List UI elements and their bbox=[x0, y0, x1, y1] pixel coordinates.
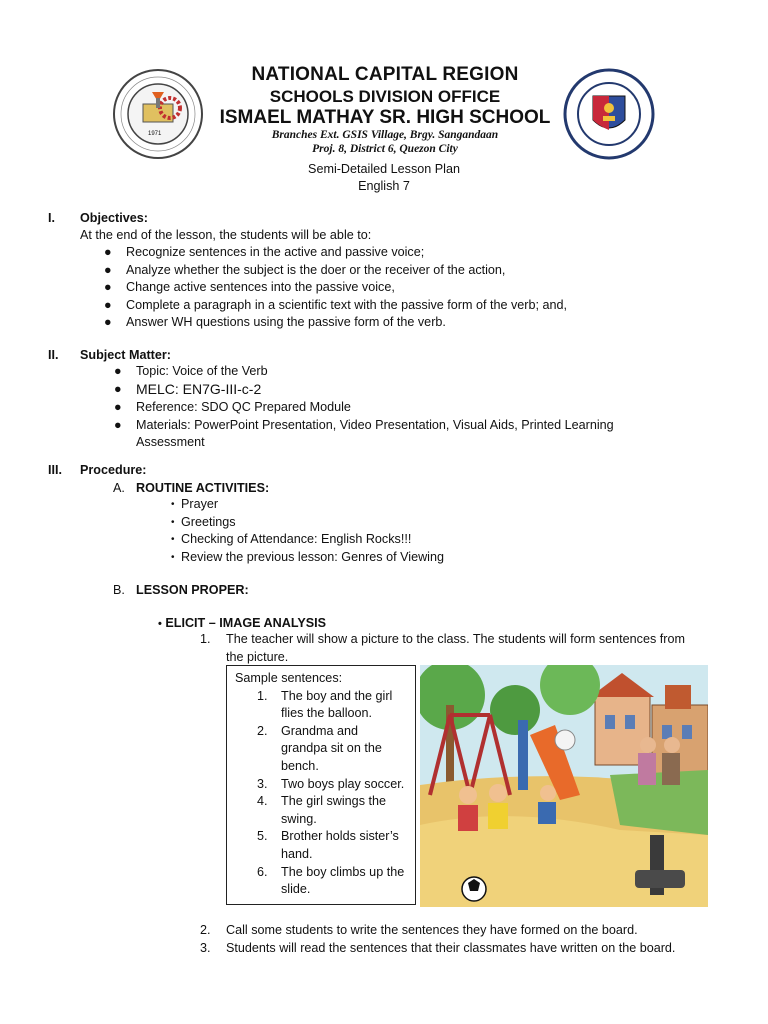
bullet-icon: ● bbox=[104, 315, 112, 330]
list-item: ● Answer WH questions using the passive form of the verb. bbox=[102, 314, 567, 332]
list-item: 2. Grandma and grandpa sit on the bench. bbox=[257, 723, 382, 773]
objectives-number: I. bbox=[48, 211, 55, 225]
objectives-title: Objectives: bbox=[80, 211, 148, 225]
list-item: 6. The boy climbs up the slide. bbox=[257, 864, 405, 897]
list-item: 5. Brother holds sister’s hand. bbox=[257, 829, 399, 861]
sample-heading: Sample sentences: bbox=[235, 671, 343, 685]
document-title: Semi-Detailed Lesson Plan bbox=[308, 162, 460, 176]
header-address-line1: Branches Ext. GSIS Village, Brgy. Sangandaan bbox=[271, 129, 499, 141]
bullet-icon: ● bbox=[114, 381, 122, 396]
sample-sentences-box bbox=[226, 665, 416, 905]
procedure-number: III. bbox=[48, 463, 62, 477]
bullet-icon: ● bbox=[104, 245, 112, 259]
bullet-icon: ● bbox=[104, 262, 112, 277]
left-school-seal bbox=[112, 68, 204, 160]
list-item: ● Topic: Voice of the Verb bbox=[112, 363, 672, 381]
right-deped-seal bbox=[563, 68, 655, 160]
park-scene-image bbox=[420, 665, 708, 907]
bullet-icon: ● bbox=[114, 400, 122, 415]
list-item: • Checking of Attendance: English Rocks!!! bbox=[171, 531, 444, 549]
bullet-icon: • bbox=[158, 618, 162, 630]
header-division: SCHOOLS DIVISION OFFICE bbox=[269, 87, 501, 106]
bullet-icon: • bbox=[171, 551, 175, 563]
objectives-intro: At the end of the lesson, the students will be able to: bbox=[80, 228, 372, 242]
procedure-title: Procedure: bbox=[80, 463, 147, 477]
elicit-heading: • ELICIT – IMAGE ANALYSIS bbox=[158, 616, 327, 630]
list-item: 3. Two boys play soccer. bbox=[257, 776, 405, 791]
lesson-proper-letter: B. bbox=[113, 583, 125, 597]
sample-list bbox=[235, 688, 407, 899]
list-item: 2. Call some students to write the sentences they have formed on the board. bbox=[200, 923, 638, 937]
document-subject: English 7 bbox=[358, 179, 410, 193]
left-seal-year: 1971 bbox=[148, 131, 162, 137]
routine-list bbox=[171, 496, 444, 566]
bullet-icon: ● bbox=[104, 297, 112, 312]
deped-seal-icon bbox=[563, 68, 655, 160]
school-seal-icon bbox=[112, 68, 204, 160]
list-item: ● Analyze whether the subject is the doer or the receiver of the action, bbox=[102, 262, 567, 280]
subject-matter-title: Subject Matter: bbox=[80, 348, 171, 362]
header-school: ISMAEL MATHAY SR. HIGH SCHOOL bbox=[219, 107, 551, 128]
list-item: • Greetings bbox=[171, 514, 444, 532]
subject-matter-list bbox=[112, 363, 672, 452]
header-address-line2: Proj. 8, District 6, Quezon City bbox=[312, 143, 458, 155]
list-item: ● Reference: SDO QC Prepared Module bbox=[112, 399, 672, 417]
list-item: 4. The girl swings the swing. bbox=[257, 794, 386, 826]
lesson-proper-title: LESSON PROPER: bbox=[136, 583, 249, 597]
list-item: • Review the previous lesson: Genres of Viewing bbox=[171, 549, 444, 567]
bullet-icon: • bbox=[171, 534, 175, 546]
list-item: ● MELC: EN7G-III-c-2 bbox=[114, 380, 262, 397]
bullet-icon: ● bbox=[114, 364, 122, 378]
list-item: ● Materials: PowerPoint Presentation, Video Presentation, Visual Aids, Printed Learning Assessment bbox=[114, 417, 614, 450]
bullet-icon: • bbox=[171, 499, 175, 510]
routine-title: ROUTINE ACTIVITIES: bbox=[136, 481, 270, 495]
list-item: • Prayer bbox=[171, 496, 444, 514]
subject-matter-number: II. bbox=[48, 348, 59, 362]
bullet-icon: ● bbox=[104, 280, 112, 295]
list-item: 3. Students will read the sentences that their classmates have written on the board. bbox=[200, 940, 676, 955]
elicit-steps-continued bbox=[200, 922, 740, 957]
list-item: ● Change active sentences into the passive voice, bbox=[102, 279, 567, 297]
list-item: 1. The boy and the girl flies the balloon. bbox=[257, 688, 393, 721]
bullet-icon: ● bbox=[114, 417, 122, 432]
header-region: NATIONAL CAPITAL REGION bbox=[251, 64, 519, 85]
routine-letter: A. bbox=[113, 481, 125, 495]
bullet-icon: • bbox=[171, 516, 175, 528]
list-item: ● Complete a paragraph in a scientific text with the passive form of the verb; and, bbox=[102, 297, 567, 315]
objectives-list bbox=[102, 244, 567, 332]
elicit-steps bbox=[200, 631, 700, 666]
list-item: ● Recognize sentences in the active and passive voice; bbox=[102, 244, 567, 262]
list-item: 1. The teacher will show a picture to the class. The students will form sentences from the picture. bbox=[200, 632, 685, 664]
park-scene-illustration bbox=[420, 665, 708, 907]
